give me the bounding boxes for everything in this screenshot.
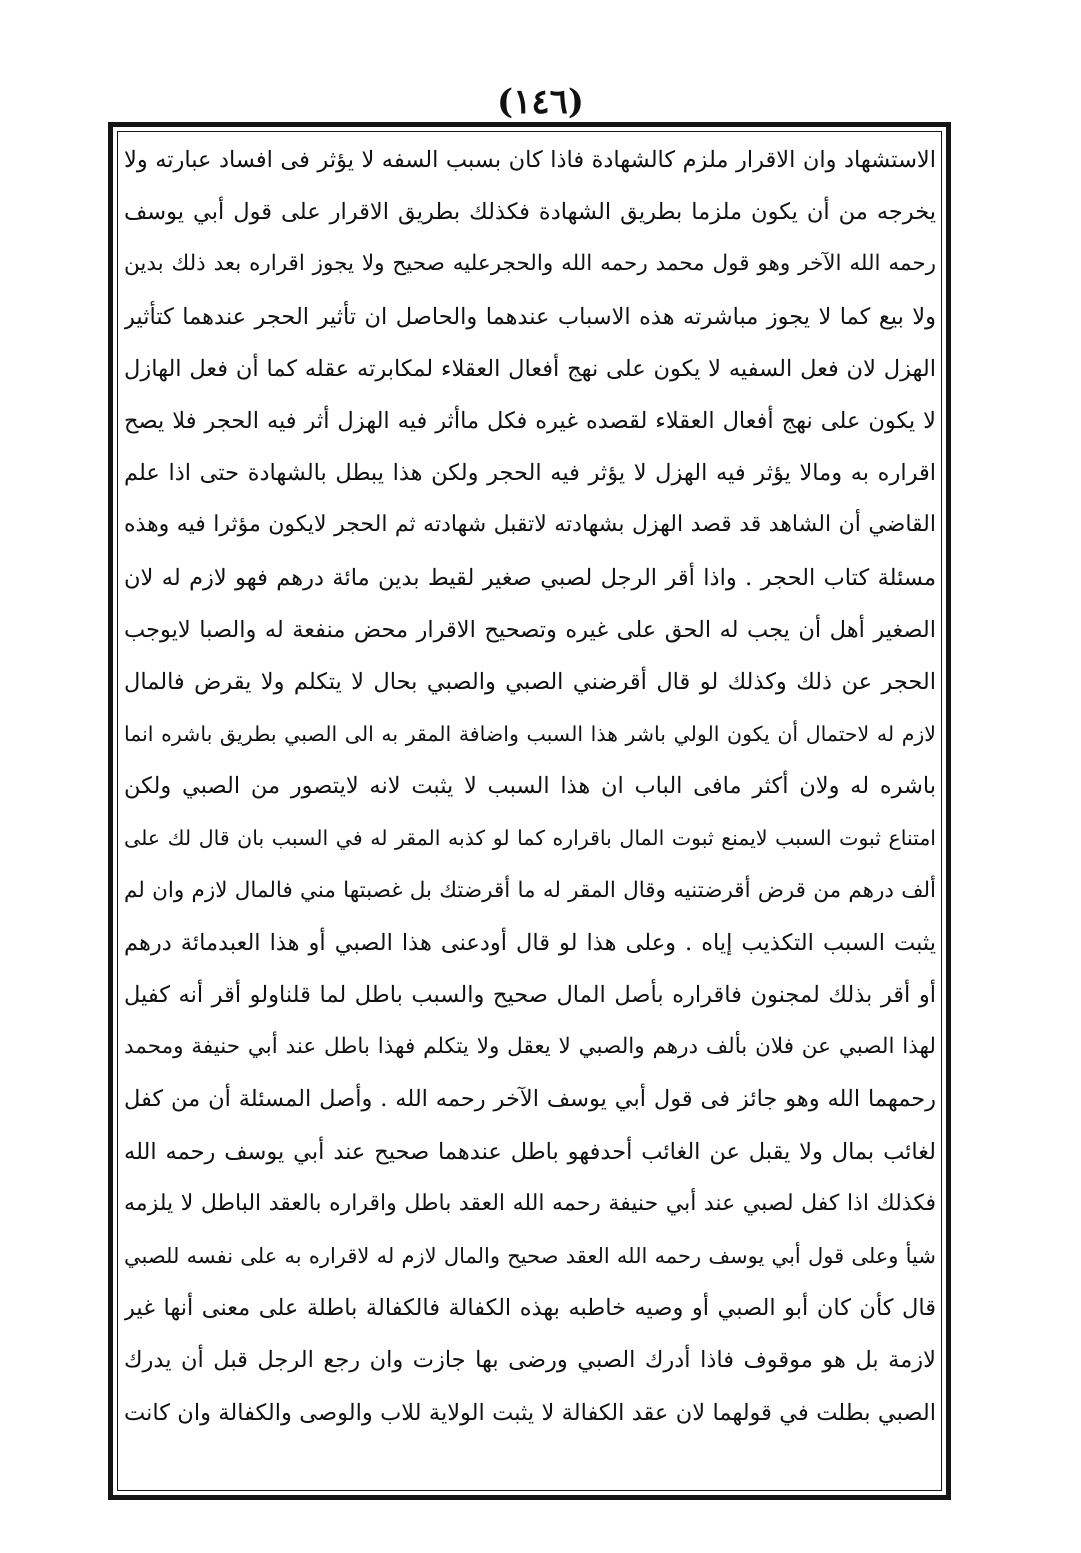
text-line: الهزل لان فعل السفيه لا يكون على نهج أفعال العقلاء لمكابرته عقله كما أن فعل الهازل	[124, 355, 936, 382]
page-number: (١٤٦)	[497, 82, 584, 122]
text-line: لهذا الصبي عن فلان بألف درهم والصبي لا يعقل ولا يتكلم فهذا باطل عند أبي حنيفة ومحمد	[124, 1034, 936, 1060]
text-line: القاضي أن الشاهد قد قصد الهزل بشهادته لاتقبل شهادته ثم الحجر لايكون مؤثرا فيه وهذه	[124, 512, 936, 538]
text-line: لا يكون على نهج أفعال العقلاء لقصده غيره فكل ماأثر فيه الهزل أثر فيه الحجر فلا يصح	[124, 407, 936, 434]
text-line: رحمه الله الآخر وهو قول محمد رحمه الله والحجرعليه صحيح ولا يجوز اقراره بعد ذلك بدين	[124, 251, 936, 277]
text-line: أو أقر بذلك لمجنون فاقراره بأصل المال صحيح والسبب باطل لما قلناولو أقر أنه كفيل	[124, 982, 936, 1008]
text-line: ولا بيع كما لا يجوز مباشرته هذه الاسباب عندهما والحاصل ان تأثير الحجر عندهما كتأثير	[124, 303, 936, 330]
text-line: قال كأن كان أبو الصبي أو وصيه خاطبه بهذه الكفالة فالكفالة باطلة على معنى أنها غير	[124, 1295, 936, 1322]
text-line: الصبي بطلت في قولهما لان عقد الكفالة لا يثبت الولاية للاب والوصى والكفالة وان كانت	[124, 1399, 936, 1426]
text-line: شيأ وعلى قول أبي يوسف رحمه الله العقد صحيح والمال لازم له لاقراره به على نفسه للصبي	[124, 1243, 936, 1268]
text-line: الحجر عن ذلك وكذلك لو قال أقرضني الصبي والصبي بحال لا يتكلم ولا يقرض فالمال	[124, 668, 936, 695]
text-line: لازم له لاحتمال أن يكون الولي باشر هذا السبب واضافة المقر به الى الصبي بطريق باشره انما	[124, 722, 936, 747]
text-line: لغائب بمال ولا يقبل عن الغائب أحدفهو باطل عندهما صحيح عند أبي يوسف رحمه الله	[124, 1138, 936, 1165]
text-line: امتناع ثبوت السبب لايمنع ثبوت المال باقراره كما لو كذبه المقر له في السبب بان قال لك على	[124, 826, 936, 851]
text-line: يخرجه من أن يكون ملزما بطريق الشهادة فكذلك بطريق الاقرار على قول أبي يوسف	[124, 199, 936, 226]
text-line: اقراره به ومالا يؤثر فيه الهزل لا يؤثر فيه الحجر ولكن هذا يبطل بالشهادة حتى اذا علم	[124, 460, 936, 487]
text-line: لازمة بل هو موقوف فاذا أدرك الصبي ورضى بها جازت وان رجع الرجل قبل أن يدرك	[124, 1347, 936, 1374]
text-line: الاستشهاد وان الاقرار ملزم كالشهادة فاذا كان بسبب السفه لا يؤثر فى افساد عبارته ولا	[124, 147, 936, 173]
body-text	[124, 134, 936, 1439]
text-line: الصغير أهل أن يجب له الحق على غيره وتصحيح الاقرار محض منفعة له والصبا لايوجب	[124, 616, 936, 643]
text-line: باشره له ولان أكثر مافى الباب ان هذا السبب لا يثبت لانه لايتصور من الصبي ولكن	[124, 773, 936, 800]
text-line: يثبت السبب التكذيب إياه . وعلى هذا لو قال أودعنى هذا الصبي أو هذا العبدمائة درهم	[124, 929, 936, 956]
text-line: رحمهما الله وهو جائز فى قول أبي يوسف الآخر رحمه الله . وأصل المسئلة أن من كفل	[124, 1086, 936, 1113]
text-line: ألف درهم من قرض أقرضتنيه وقال المقر له ما أقرضتك بل غصبتها مني فالمال لازم وان لم	[124, 877, 936, 903]
text-line: فكذلك اذا كفل لصبي عند أبي حنيفة رحمه الله العقد باطل واقراره بالعقد الباطل لا يلزمه	[124, 1190, 936, 1216]
text-line: مسئلة كتاب الحجر . واذا أقر الرجل لصبي صغير لقيط بدين مائة درهم فهو لازم له لان	[124, 564, 936, 591]
